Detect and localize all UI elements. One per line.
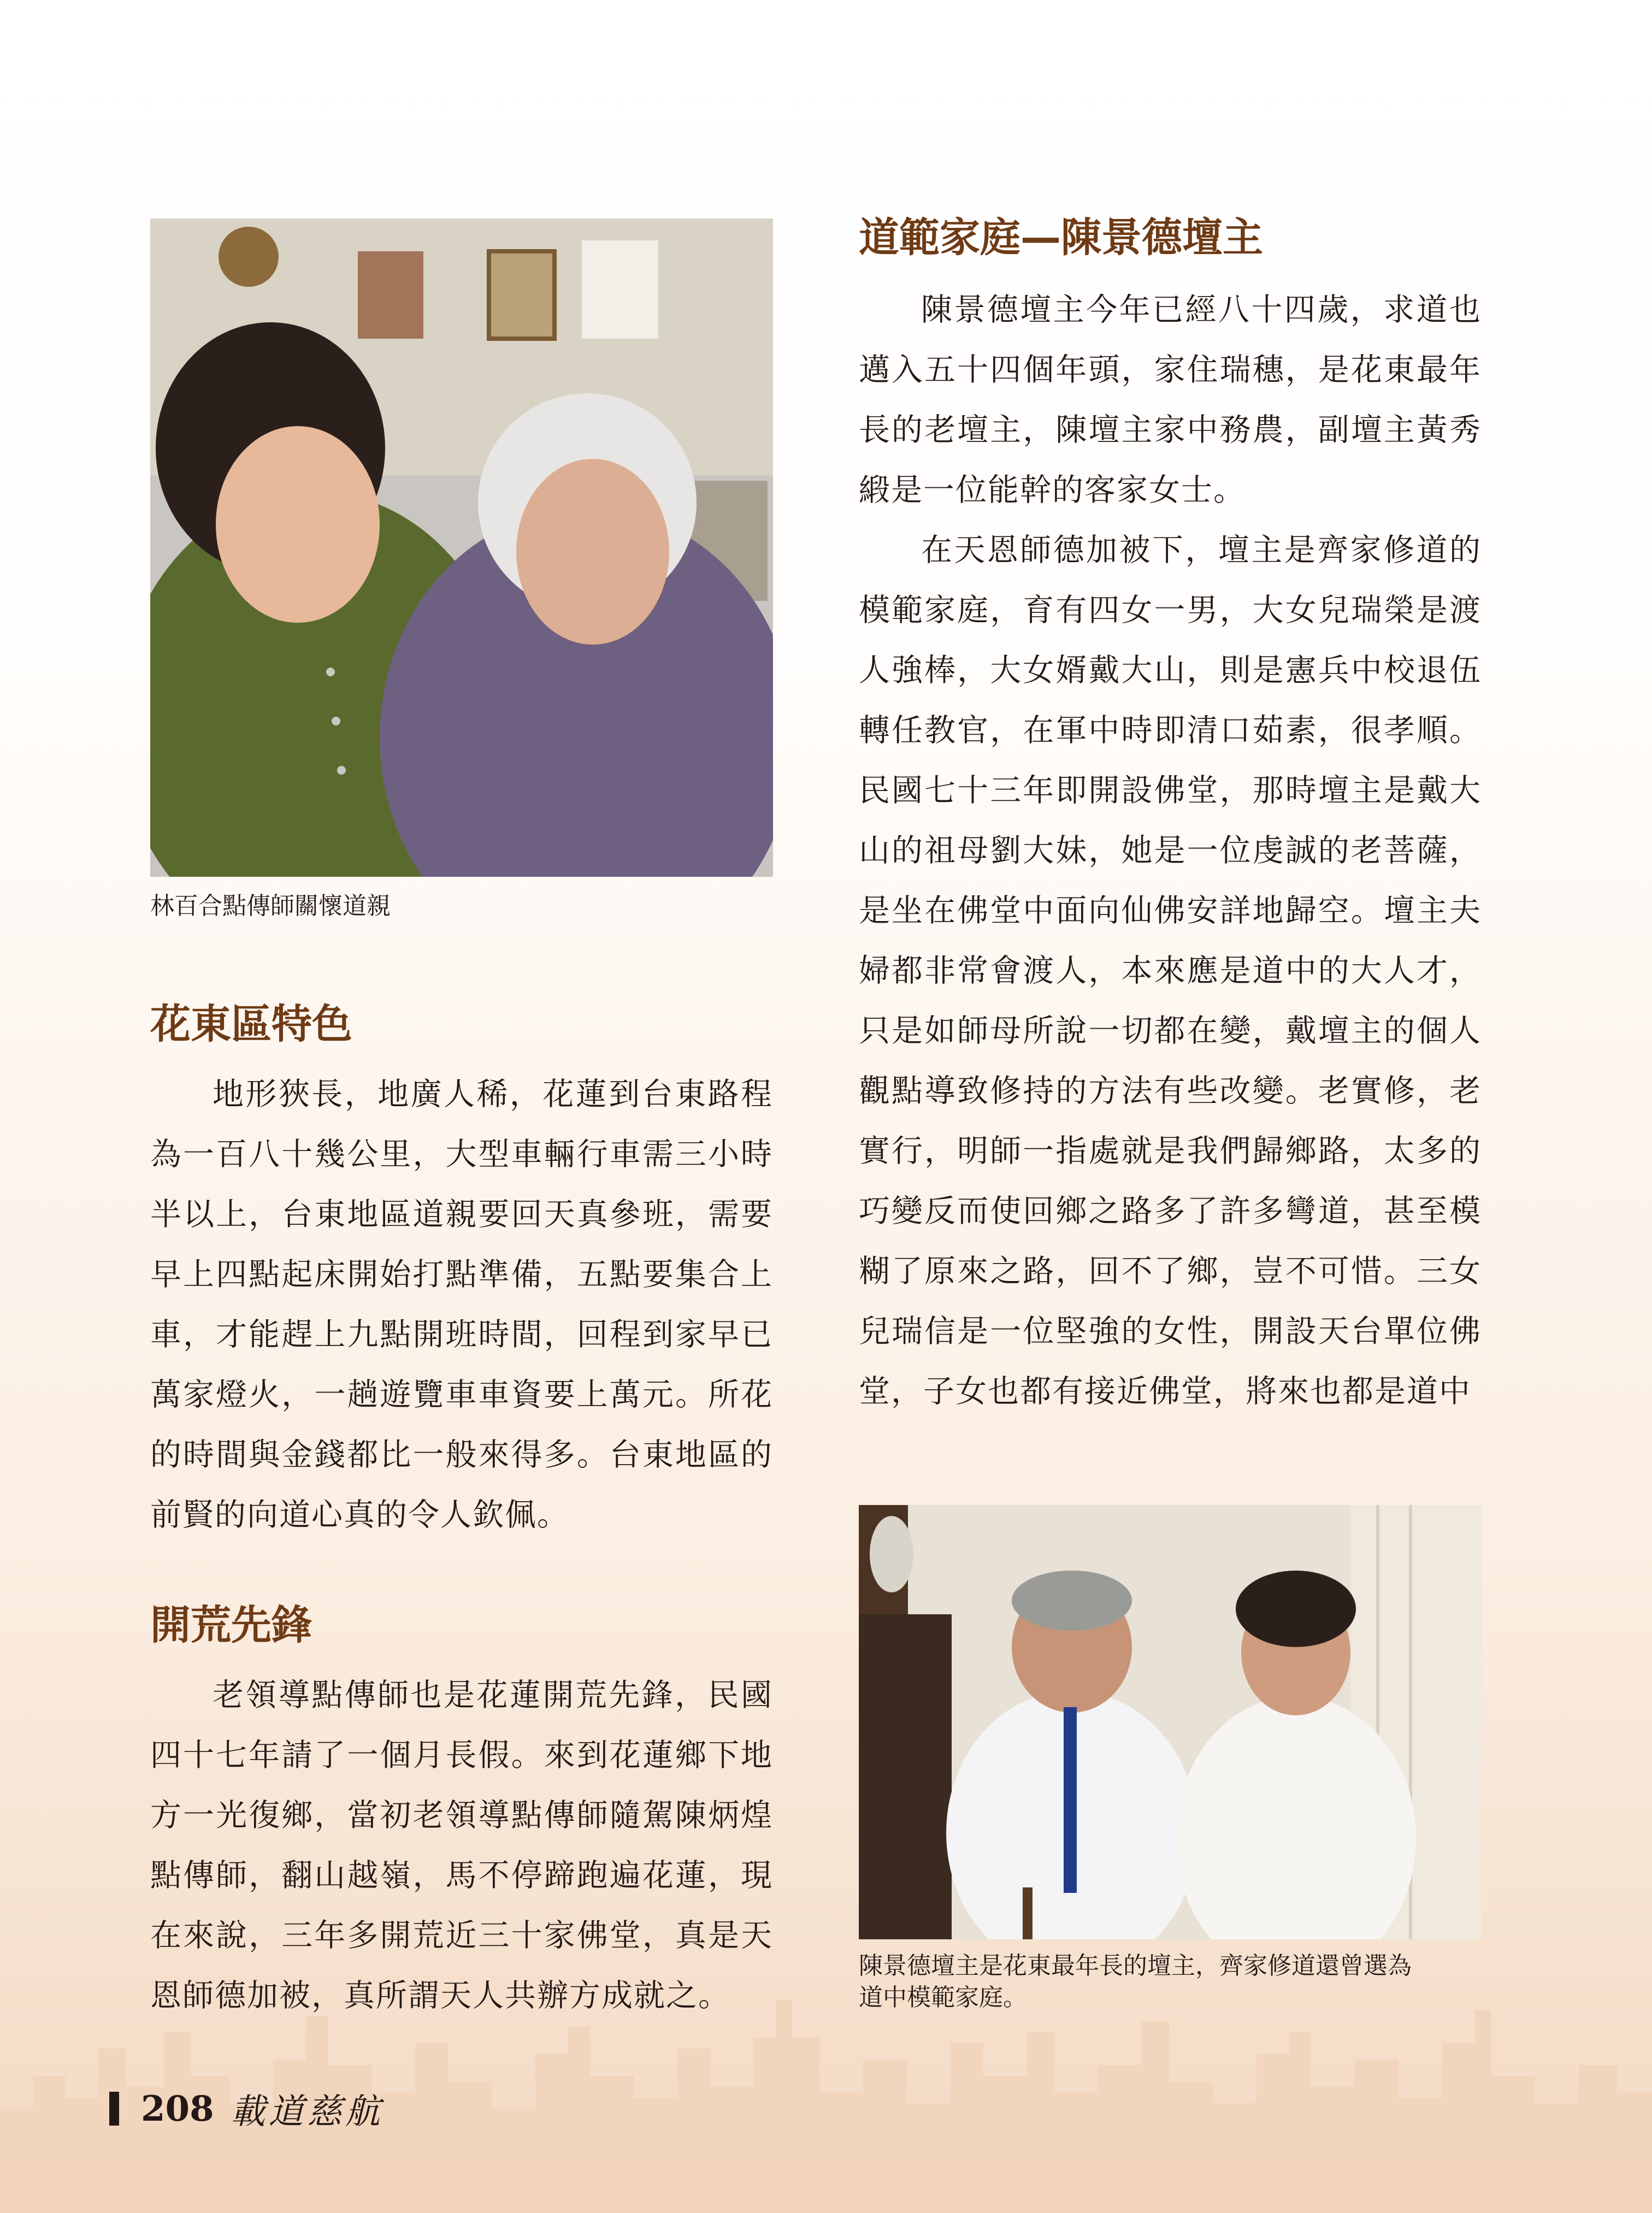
body-model-family <box>859 280 1482 1421</box>
photo-caption-right <box>859 1950 1492 2014</box>
heading-pioneer: 開荒先鋒 <box>150 1602 312 1649</box>
photo-elderly-visit <box>150 219 773 877</box>
paragraph-model-family-2: 在天恩師德加被下，壇主是齊家修道的模範家庭，育有四女一男，大女兒瑞榮是渡人強棒，大女婿戴大山，則是憲兵中校退伍轉任教官，在軍中時即清口茹素，很孝順。民國七十三年即開設佛堂，那時壇主是戴大山的祖母劉大妹，她是一位虔誠的老菩薩，是坐在佛堂中面向仙佛安詳地歸空。壇主夫婦都非常會渡人，本來應是道中的大人才，只是如師母所說一切都在變，戴壇主的個人觀點導致修持的方法有些改變。老實修，老實行，明師一指處就是我們歸鄉路，太多的巧變反而使回鄉之路多了許多彎道，甚至模糊了原來之路，回不了鄉，豈不可惜。三女兒瑞信是一位堅強的女性，開設天台單位佛堂，子女也都有接近佛堂，將來也都是道中 <box>859 532 1482 1409</box>
paragraph-model-family-1: 陳景德壇主今年已經八十四歲，求道也邁入五十四個年頭，家住瑞穗，是花東最年長的老壇主，陳壇主家中務農，副壇主黃秀緞是一位能幹的客家女士。 <box>859 292 1482 508</box>
magazine-title: 載道慈航 <box>230 2092 384 2132</box>
photo-caption-right-line-1: 陳景德壇主是花東最年長的壇主，齊家修道還曾選為 <box>859 1952 1412 1980</box>
paragraph-pioneer: 老領導點傳師也是花蓮開荒先鋒，民國四十七年請了一個月長假。來到花蓮鄉下地方一光復鄉，當初老領導點傳師隨駕陳炳煌點傳師，翻山越嶺，馬不停蹄跑遍花蓮，現在來說，三年多開荒近三十家佛堂，真是天恩師德加被，真所謂天人共辦方成就之。 <box>150 1677 773 2014</box>
footer-bar <box>109 2092 119 2126</box>
body-hualien-features <box>150 1064 773 1545</box>
page-number: 208 <box>141 2088 214 2129</box>
heading-hualien-features: 花東區特色 <box>150 1001 352 1048</box>
body-pioneer <box>150 1665 773 2026</box>
heading-model-family: 道範家庭—陳景德壇主 <box>859 214 1263 261</box>
photo-caption-left: 林百合點傳師關懷道親 <box>150 892 391 920</box>
photo-model-family <box>859 1505 1482 1939</box>
page-footer <box>109 2087 384 2131</box>
paragraph-hualien-features: 地形狹長，地廣人稀，花蓮到台東路程為一百八十幾公里，大型車輛行車需三小時半以上，台東地區道親要回天真參班，需要早上四點起床開始打點準備，五點要集合上車，才能趕上九點開班時間，回程到家早已萬家燈火，一趟遊覽車車資要上萬元。所花的時間與金錢都比一般來得多。台東地區的前賢的向道心真的令人欽佩。 <box>150 1076 773 1533</box>
photo-caption-right-line-2: 道中模範家庭。 <box>859 1984 1027 2011</box>
